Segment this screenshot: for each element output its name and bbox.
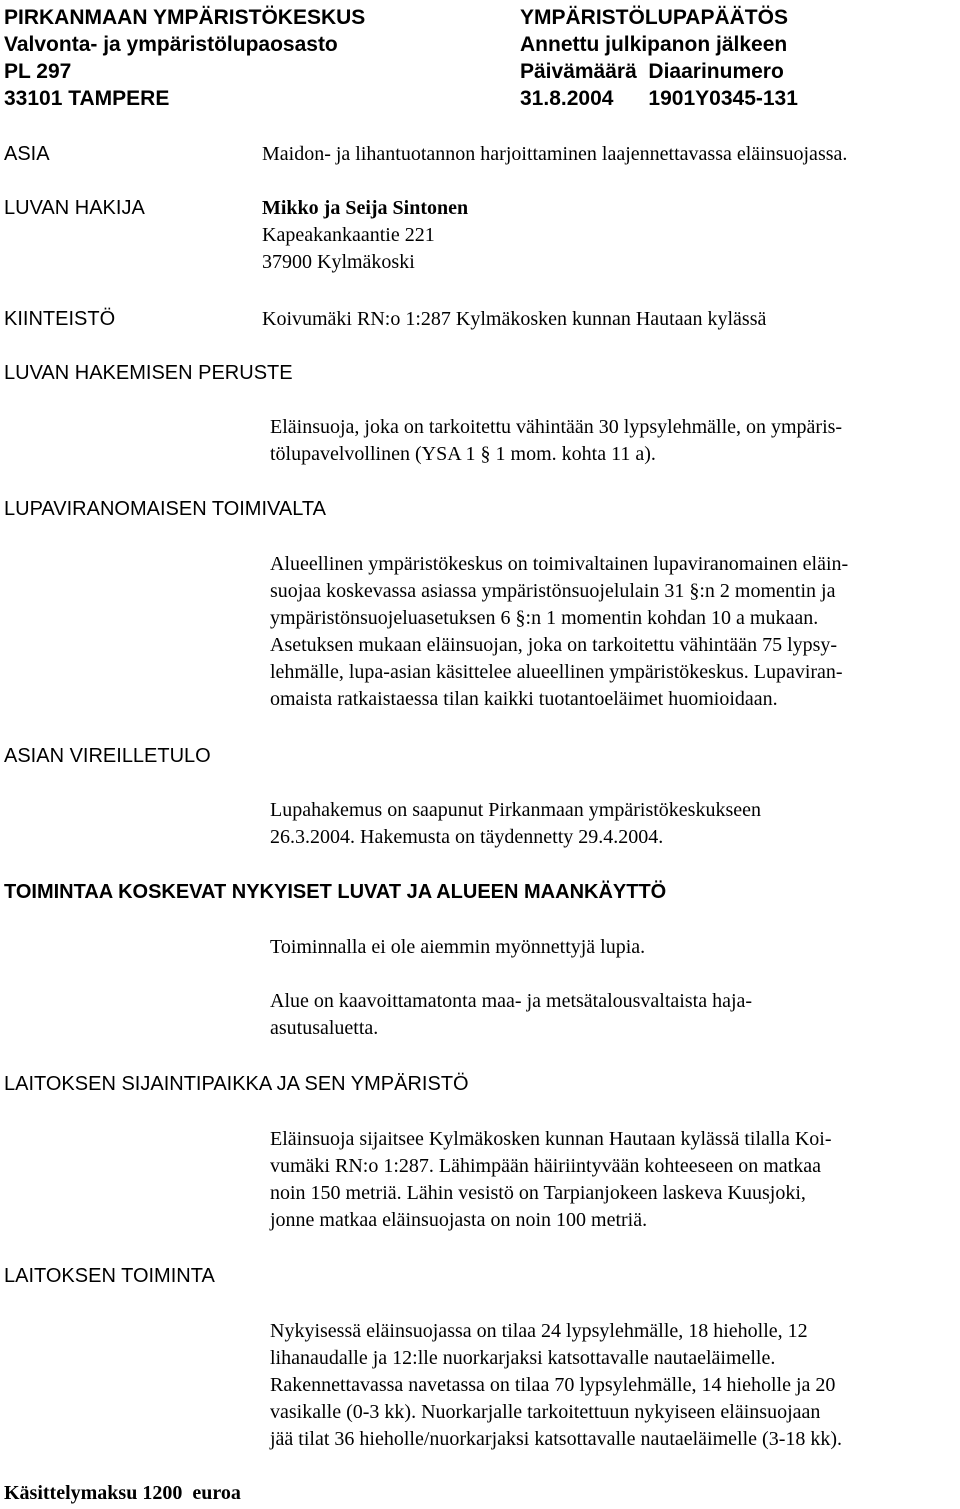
luvat-label: TOIMINTAA KOSKEVAT NYKYISET LUVAT JA ALUEEN MAANKÄYTTÖ xyxy=(4,881,667,903)
date-diary-label: Päivämäärä Diaarinumero xyxy=(520,60,784,83)
issuer-pobox: PL 297 xyxy=(4,60,72,83)
sijainti-label: LAITOKSEN SIJAINTIPAIKKA JA SEN YMPÄRISTÖ xyxy=(4,1073,469,1095)
vireilletulo-paragraph xyxy=(270,797,950,851)
toimivalta-line: Alueellinen ympäristökeskus on toimivaltainen lupaviranomainen eläin- xyxy=(270,553,849,575)
toiminta-paragraph xyxy=(270,1318,950,1453)
vireilletulo-line: Lupahakemus on saapunut Pirkanmaan ympäristökeskukseen xyxy=(270,799,761,821)
toiminta-line: lihanaudalle ja 12:lle nuorkarjaksi katsottavalle nautaeläimelle. xyxy=(270,1347,776,1369)
applicant-address-city: 37900 Kylmäkoski xyxy=(262,251,415,273)
toimivalta-line: suojaa koskevassa asiassa ympäristönsuojelulain 31 §:n 2 momentin ja xyxy=(270,580,836,602)
toimivalta-line: ympäristönsuojeluasetuksen 6 §:n 1 momentin kohdan 10 a mukaan. xyxy=(270,607,819,629)
toiminta-line: Nykyisessä eläinsuojassa on tilaa 24 lypsylehmälle, 18 hieholle, 12 xyxy=(270,1320,808,1342)
toimivalta-line: Asetuksen mukaan eläinsuojan, joka on tarkoitettu vähintään 75 lypsy- xyxy=(270,634,838,656)
issuer-header xyxy=(4,4,365,112)
toiminta-label: LAITOKSEN TOIMINTA xyxy=(4,1265,215,1287)
hakija-label: LUVAN HAKIJA xyxy=(4,197,145,219)
asia-text: Maidon- ja lihantuotannon harjoittaminen laajennettavassa eläinsuojassa. xyxy=(262,143,848,165)
issuer-name: PIRKANMAAN YMPÄRISTÖKESKUS xyxy=(4,6,366,29)
sijainti-paragraph xyxy=(270,1126,950,1234)
decision-header xyxy=(520,4,798,112)
kiinteisto-text: Koivumäki RN:o 1:287 Kylmäkosken kunnan Hautaan kylässä xyxy=(262,308,767,330)
decision-type: YMPÄRISTÖLUPAPÄÄTÖS xyxy=(520,6,788,29)
issuer-department: Valvonta- ja ympäristölupaosasto xyxy=(4,33,338,56)
toimivalta-label: LUPAVIRANOMAISEN TOIMIVALTA xyxy=(4,498,326,520)
luvat-line: Toiminnalla ei ole aiemmin myönnettyjä lupia. xyxy=(270,936,646,958)
luvat-paragraph-2 xyxy=(270,988,950,1042)
toimivalta-line: lehmälle, lupa-asian käsittelee alueellinen ympäristökeskus. Lupaviran- xyxy=(270,661,843,683)
toiminta-line: jää tilat 36 hieholle/nuorkarjaksi katsottavalle nautaeläimelle (3-18 kk). xyxy=(270,1428,843,1450)
peruste-label: LUVAN HAKEMISEN PERUSTE xyxy=(4,362,293,384)
kiinteisto-label: KIINTEISTÖ xyxy=(4,308,116,330)
peruste-paragraph xyxy=(270,414,950,468)
peruste-line: Eläinsuoja, joka on tarkoitettu vähintään 30 lypsylehmälle, on ympäris- xyxy=(270,416,843,438)
applicant-address-street: Kapeakankaantie 221 xyxy=(262,224,435,246)
sijainti-line: Eläinsuoja sijaitsee Kylmäkosken kunnan Hautaan kylässä tilalla Koi- xyxy=(270,1128,832,1150)
applicant-name: Mikko ja Seija Sintonen xyxy=(262,197,469,219)
toimivalta-paragraph xyxy=(270,551,950,713)
toiminta-line: Rakennettavassa navetassa on tilaa 70 lypsylehmälle, 14 hieholle ja 20 xyxy=(270,1374,836,1396)
sijainti-line: vumäki RN:o 1:287. Lähimpään häiriintyvään kohteeseen on matkaa xyxy=(270,1155,821,1177)
processing-fee: Käsittelymaksu 1200 euroa xyxy=(4,1482,241,1504)
peruste-line: tölupavelvollinen (YSA 1 § 1 mom. kohta 11 a). xyxy=(270,443,656,465)
toimivalta-line: omaista ratkaistaessa tilan kaikki tuotantoeläimet huomioidaan. xyxy=(270,688,778,710)
vireilletulo-line: 26.3.2004. Hakemusta on täydennetty 29.4.2004. xyxy=(270,826,664,848)
luvat-line: asutusaluetta. xyxy=(270,1017,379,1039)
date-diary-value: 31.8.2004 1901Y0345-131 xyxy=(520,87,798,110)
luvat-paragraph-1 xyxy=(270,934,950,961)
vireilletulo-label: ASIAN VIREILLETULO xyxy=(4,745,211,767)
sijainti-line: noin 150 metriä. Lähin vesistö on Tarpianjokeen laskeva Kuusjoki, xyxy=(270,1182,806,1204)
decision-issued: Annettu julkipanon jälkeen xyxy=(520,33,788,56)
toiminta-line: vasikalle (0-3 kk). Nuorkarjalle tarkoitettuun nykyiseen eläinsuojaan xyxy=(270,1401,821,1423)
luvat-line: Alue on kaavoittamatonta maa- ja metsätalousvaltaista haja- xyxy=(270,990,753,1012)
asia-label: ASIA xyxy=(4,143,50,165)
sijainti-line: jonne matkaa eläinsuojasta on noin 100 metriä. xyxy=(270,1209,648,1231)
issuer-city: 33101 TAMPERE xyxy=(4,87,170,110)
